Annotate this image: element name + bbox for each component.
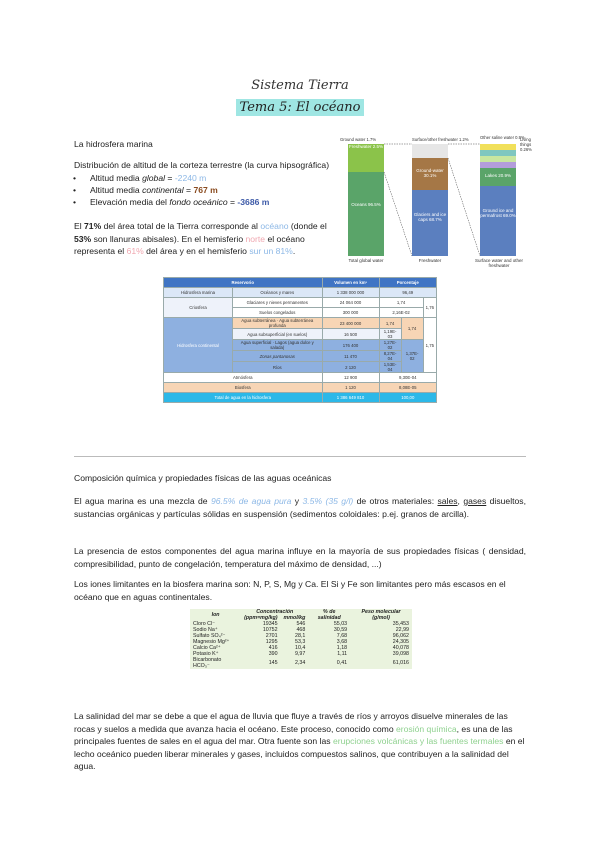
figure-label-saline: Other saline water 0.9% bbox=[480, 135, 525, 140]
section-heading-composicion: Composición química y propiedades físicas de las aguas oceánicas bbox=[74, 473, 332, 483]
table-row: Potasio K⁺ 390 9,97 1,11 39,098 bbox=[193, 651, 409, 657]
table-row: Bicarbonato HCO₃⁻ 145 2,34 0,41 61,016 bbox=[193, 657, 409, 669]
ion-table-subheader: (ppm=mg/kg) mmol/kg bbox=[244, 615, 306, 621]
segment-glaciers: Glaciers and ice caps 68.7% bbox=[412, 190, 448, 256]
ocean-area-paragraph: El 71% del área total de la Tierra corresponde al océano (donde el 53% son llanuras abisales). En el hemisferio norte el océano representa el 61% del área y en el hemisferio sur un 81%. bbox=[74, 221, 327, 257]
table-row: Magnesio Mg²⁺ 1295 53,3 3,68 24,305 bbox=[193, 639, 409, 645]
table-row: Agua superficial · Lagos (agua dulce y salada) 176 400 1,27E-02 1,37E-02 bbox=[164, 340, 437, 351]
table-row: Zonas pantanosas 11 470 8,27E-04 bbox=[164, 351, 437, 362]
bullet-elevacion-fondo: • Elevación media del fondo oceánico = -3686 m bbox=[90, 196, 269, 209]
figure-label-ground: Ground water 1.7% bbox=[340, 137, 377, 142]
figure-label-surface: Surface/other freshwater 1.2% bbox=[412, 137, 469, 142]
table-row: Agua subsuperficial (en suelos) 16 500 1,19E-03 bbox=[164, 329, 437, 340]
table-row: Criosfera Glaciares y nieves permanentes 24 064 000 1,74 1,76 bbox=[164, 298, 437, 308]
table-header-row: Reservorio Volumen en km³ Porcentaje bbox=[164, 278, 437, 288]
caption-freshwater: Freshwater bbox=[418, 258, 442, 263]
segment-oceans: Oceans 96.5% bbox=[348, 172, 384, 256]
section-divider bbox=[74, 456, 526, 457]
salinity-origin-paragraph: La salinidad del mar se debe a que el agua de lluvia que fluye a través de ríos y arroyos disuelve minerales de las rocas y suelos a medida que avanza hacia el océano. Este proceso, conocido como erosión química, es una de las principales fuentes de sales en el agua del mar. Otra fuente son las erupciones volcánicas y las fuentes termales en el lecho oceánico pueden liberar minerales y gases, incluidos compuestos salinos, que contribuyen a la salinidad del agua. bbox=[74, 711, 525, 772]
segment-freshwater: Freshwater 2.5% bbox=[348, 144, 384, 172]
ion-table-header: Ion Concentración % de salinidad Peso molecular (g/mol) bbox=[211, 609, 401, 621]
table-row: Atmósfera 12 900 9,30E-04 bbox=[164, 373, 437, 383]
segment-groundwater: Ground-water 30.1% bbox=[412, 158, 448, 190]
segment-ground-ice: Ground ice and permafrost 69.0% bbox=[480, 186, 516, 256]
document-title: Sistema Tierra bbox=[251, 78, 349, 93]
caption-total-global-water: Total global water bbox=[348, 258, 384, 263]
caption-surface-water: Surface water and other freshwater bbox=[474, 258, 524, 268]
segment-lakes: Lakes 20.9% bbox=[480, 168, 516, 186]
table-row: Sodio Na⁺ 10752 468 30,59 22,99 bbox=[193, 627, 409, 633]
table-row: Hidrosfera continental Agua subterránea · Agua subterránea profunda 23 400 000 1,74 1,74 1,75 bbox=[164, 318, 437, 329]
water-reservoir-table bbox=[163, 277, 437, 403]
bullet-altitud-continental: • Altitud media continental = 767 m bbox=[90, 184, 218, 197]
table-row: Biosfera 1 120 8,08E-05 bbox=[164, 383, 437, 393]
table-row: Calcio Ca²⁺ 416 10,4 1,18 40,078 bbox=[193, 645, 409, 651]
ion-concentration-table bbox=[190, 609, 412, 669]
figure-label-living: Living things 0.26% bbox=[520, 137, 532, 152]
section-heading-hidrosfera: La hidrosfera marina bbox=[74, 139, 153, 149]
document-subtitle bbox=[0, 100, 600, 115]
limiting-ions-paragraph: Los iones limitantes en la biosfera marina son: N, P, S, Mg y Ca. El Si y Fe son limitantes pero más escasos en el océano que en aguas continentales. bbox=[74, 579, 506, 602]
table-row: Sulfato SO₄²⁻ 2701 28,1 7,68 96,062 bbox=[193, 633, 409, 639]
physical-properties-paragraph: La presencia de estos componentes del agua marina influye en la mayoría de sus propiedades físicas ( densidad, compresibilidad, punto de congelación, temperatura del máximo de densidad, ...) bbox=[74, 546, 526, 569]
subtitle-highlight: Tema 5: El océano bbox=[236, 99, 365, 116]
table-row: Hidrosfera marina Océanos y mares 1 338 000 000 96,49 bbox=[164, 288, 437, 298]
bullet-altitud-global: • Altitud media global = -2240 m bbox=[90, 172, 206, 185]
table-row: Cloro Cl⁻ 19345 546 55,03 35,453 bbox=[193, 621, 409, 627]
water-distribution-figure bbox=[340, 135, 532, 270]
table-row: Suelos congelados 300 000 2,16E-02 bbox=[164, 308, 437, 318]
composition-paragraph: El agua marina es una mezcla de 96.5% de agua pura y 3.5% (35 g/l) de otros materiales: sales, gases disueltos, sustancias orgánicas y partículas sólidas en suspensión (sedimentos coloidales: p.ej. granos de arcilla). bbox=[74, 496, 526, 519]
hypsographic-line: Distribución de altitud de la corteza terrestre (la curva hipsográfica) bbox=[74, 160, 330, 170]
table-total-row: Total de agua en la hidrosfera 1 386 649 810 100,00 bbox=[164, 393, 437, 403]
table-row: Ríos 2 120 1,53E-04 bbox=[164, 362, 437, 373]
